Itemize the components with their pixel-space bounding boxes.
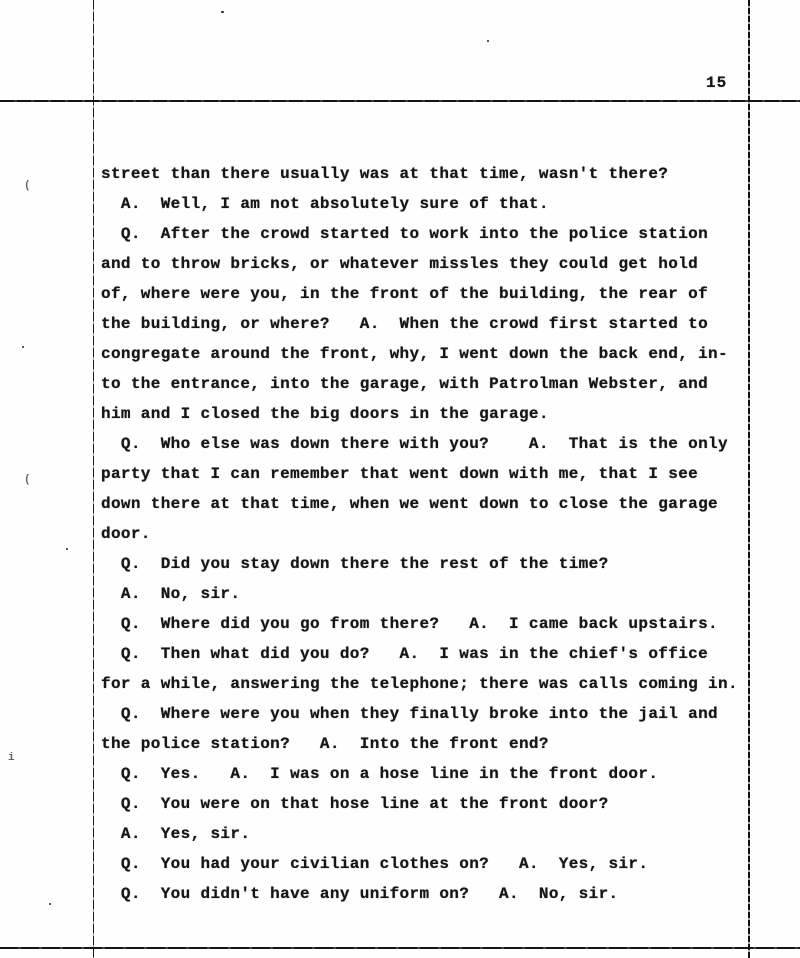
transcript-line: and to throw bricks, or whatever missles they could get hold (101, 255, 699, 273)
transcript-line: of, where were you, in the front of the building, the rear of (101, 285, 709, 303)
transcript-line: Q. Where did you go from there? A. I came back upstairs. (101, 615, 718, 633)
transcript-line: to the entrance, into the garage, with Patrolman Webster, and (101, 375, 709, 393)
transcript-line: A. No, sir. (101, 585, 241, 603)
transcript-line: Q. Yes. A. I was on a hose line in the front door. (101, 765, 659, 783)
transcript-line: him and I closed the big doors in the garage. (101, 405, 549, 423)
transcript-line: Q. Then what did you do? A. I was in the chief's office (101, 645, 709, 663)
transcript-line: Q. Who else was down there with you? A. That is the only (101, 435, 728, 453)
transcript-line: street than there usually was at that time, wasn't there? (101, 165, 669, 183)
transcript-line: door. (101, 525, 151, 543)
transcript-line: congregate around the front, why, I went down the back end, in- (101, 345, 728, 363)
transcript-line: the police station? A. Into the front end? (101, 735, 549, 753)
transcript-line: Q. You were on that hose line at the front door? (101, 795, 609, 813)
transcript-line: Q. Where were you when they finally broke into the jail and (101, 705, 718, 723)
transcript-line: Q. You didn't have any uniform on? A. No, sir. (101, 885, 619, 903)
scan-speck (49, 903, 51, 905)
scan-speck (221, 11, 224, 13)
scan-mark: ( (24, 180, 31, 192)
scan-speck (487, 40, 489, 42)
transcript-line: party that I can remember that went down with me, that I see (101, 465, 699, 483)
scan-mark: i (8, 752, 15, 764)
transcript-line: Q. After the crowd started to work into the police station (101, 225, 709, 243)
transcript-line: Q. You had your civilian clothes on? A. Yes, sir. (101, 855, 649, 873)
page-number: 15 (706, 74, 728, 92)
scan-mark: ( (24, 474, 31, 486)
scan-speck (66, 548, 68, 550)
left-margin-rule (93, 0, 94, 958)
transcript-line: Q. Did you stay down there the rest of the time? (101, 555, 609, 573)
transcript-line: for a while, answering the telephone; there was calls coming in. (101, 675, 738, 693)
transcript-text-block (101, 159, 749, 909)
bottom-horizontal-rule (0, 947, 800, 949)
transcript-line: the building, or where? A. When the crowd first started to (101, 315, 709, 333)
transcript-line: down there at that time, when we went down to close the garage (101, 495, 718, 513)
scan-speck (22, 346, 24, 348)
transcript-line: A. Well, I am not absolutely sure of that. (101, 195, 549, 213)
top-horizontal-rule (0, 100, 800, 102)
transcript-line: A. Yes, sir. (101, 825, 251, 843)
